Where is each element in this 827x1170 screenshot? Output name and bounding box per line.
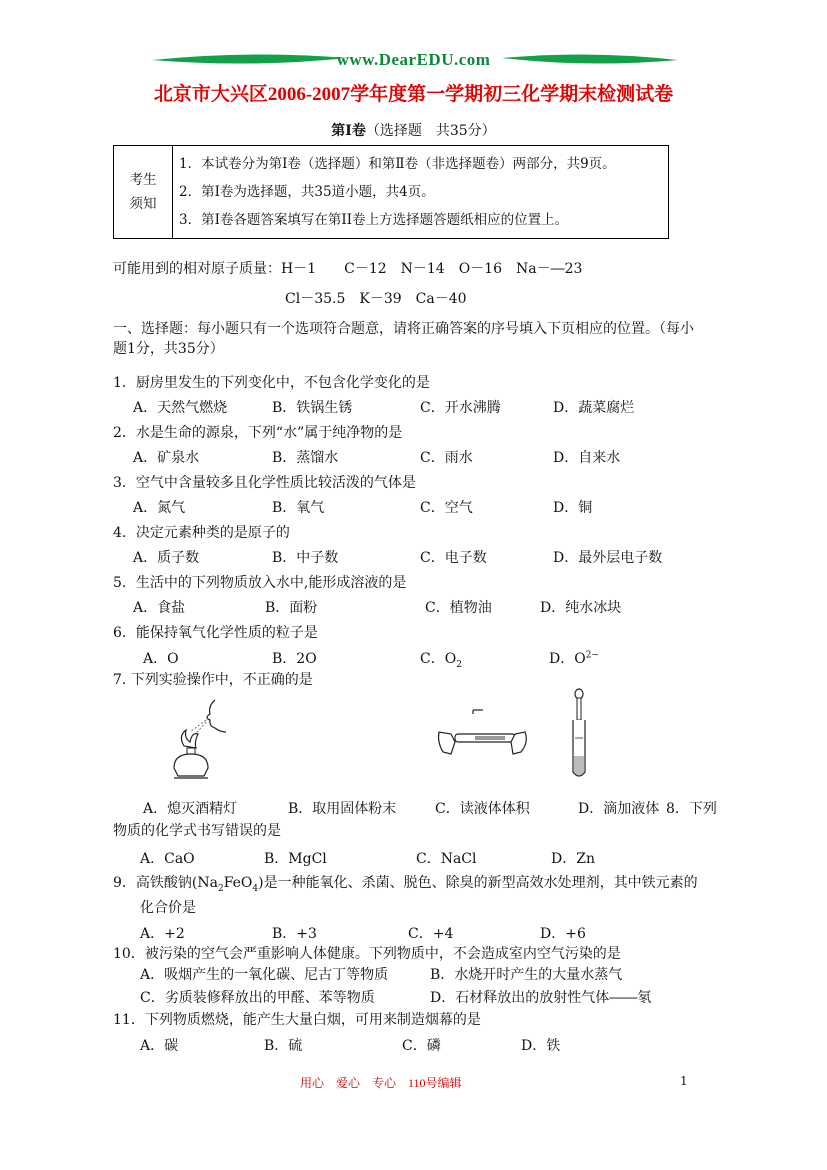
page-number: 1	[680, 1074, 688, 1088]
option-a: A．氮气	[133, 500, 186, 516]
option-d: D．最外层电子数	[553, 550, 663, 566]
q9-sub1: 2	[217, 883, 224, 894]
option-b: B．水烧开时产生的大量水蒸气	[430, 967, 623, 983]
instructions-line1: 一、选择题：每小题只有一个选项符合题意，请将正确答案的序号填入下页相应的位置。（每小	[113, 321, 694, 337]
option-b: B．面粉	[265, 600, 318, 616]
option-c: C．空气	[420, 500, 473, 516]
option-d: D．蔬菜腐烂	[553, 400, 635, 416]
option-d	[549, 648, 599, 668]
option-b: B．+3	[272, 926, 317, 942]
q9-stem-c: )是一种能氧化、杀菌、脱色、除臭的新型高效水处理剂，其中铁元素的	[258, 875, 698, 891]
option-c: C．NaCl	[416, 851, 477, 867]
option-c: C．+4	[408, 926, 454, 942]
q8-stem-part1: 8．下列	[666, 801, 717, 817]
option-a: A．食盐	[133, 600, 186, 616]
q9-stem	[113, 872, 698, 894]
option-c: C．劣质装修释放出的甲醛、苯等物质	[140, 990, 375, 1006]
option-a: A．天然气燃烧	[133, 400, 228, 416]
option-d-superscript: 2−	[585, 650, 599, 661]
q8-stem-part2: 物质的化学式书写错误的是	[113, 823, 281, 839]
option-c: C．磷	[402, 1038, 441, 1054]
q11-stem: 11．下列物质燃烧，能产生大量白烟，可用来制造烟幕的是	[113, 1012, 481, 1028]
notice-label-line2: 须知	[129, 196, 157, 212]
q9-stem-b: FeO	[223, 875, 253, 891]
q7-option-c: C．读液体体积	[435, 801, 530, 817]
option-b: B．MgCl	[264, 851, 327, 867]
notice-item: 3．第I卷各题答案填写在第II卷上方选择题答题纸相应的位置上。	[179, 212, 569, 228]
option-c-text: C．O	[420, 651, 457, 667]
option-d: D．纯水冰块	[540, 600, 622, 616]
q10-stem: 10．被污染的空气会严重影响人体健康。下列物质中，不会造成室内空气污染的是	[113, 946, 621, 962]
question-stem: 1．厨房里发生的下列变化中，不包含化学变化的是	[113, 375, 430, 391]
q9-stem-line2: 化合价是	[140, 900, 196, 916]
option-d-text: D．O	[549, 651, 586, 667]
option-a: A．O	[143, 651, 179, 667]
notice-label	[114, 146, 173, 239]
site-banner: www.DearEDU.com	[336, 50, 491, 69]
test-tube-powder-icon	[435, 706, 530, 766]
notice-item: 1．本试卷分为第I卷（选择题）和第Ⅱ卷（非选择题卷）两部分，共9页。	[179, 156, 616, 172]
option-a: A．矿泉水	[133, 450, 200, 466]
q9-sub2: 4	[252, 883, 259, 894]
option-d: D．Zn	[551, 851, 595, 867]
option-a: A．质子数	[133, 550, 200, 566]
option-b: B．硫	[264, 1038, 303, 1054]
option-c: C．电子数	[420, 550, 487, 566]
option-d: D．铁	[521, 1038, 561, 1054]
option-b: B．氧气	[272, 500, 325, 516]
question-stem: 2．水是生命的源泉，下列“水”属于纯净物的是	[113, 425, 403, 441]
option-b: B．2O	[272, 651, 317, 667]
option-b: B．中子数	[272, 550, 339, 566]
option-d: D．自来水	[553, 450, 621, 466]
atomic-masses-line1: 可能用到的相对原子质量：H－1 C－12 N－14 O－16 Na－―23	[113, 261, 583, 277]
q7-option-b: B．取用固体粉末	[288, 801, 397, 817]
notice-item: 2．第I卷为选择题，共35道小题，共4页。	[179, 184, 435, 200]
question-stem: 4．决定元素种类的是原子的	[113, 525, 290, 541]
notice-body	[173, 146, 669, 239]
q9-stem-a: 9．高铁酸钠(Na	[113, 875, 218, 891]
option-d: D．铜	[553, 500, 593, 516]
section-title-rest: （选择题 共35分）	[365, 123, 496, 139]
option-a: A．吸烟产生的一氧化碳、尼古丁等物质	[140, 967, 389, 983]
atomic-masses-line2: Cl－35.5 K－39 Ca－40	[285, 291, 467, 307]
option-c	[420, 648, 462, 670]
instructions-line2: 题1分，共35分）	[113, 341, 224, 357]
question-stem: 7. 下列实验操作中，不正确的是	[113, 672, 313, 688]
q7-option-d: D．滴加液体	[578, 801, 660, 817]
question-stem: 6．能保持氧气化学性质的粒子是	[113, 625, 318, 641]
notice-table	[113, 145, 669, 239]
question-stem: 5．生活中的下列物质放入水中,能形成溶液的是	[113, 575, 407, 591]
option-a: A．+2	[140, 926, 185, 942]
q7-option-a: A．熄灭酒精灯	[143, 801, 238, 817]
page-footer: 用心 爱心 专心 110号编辑	[300, 1076, 462, 1090]
alcohol-lamp-blowing-icon	[160, 696, 260, 786]
section-title-bold: 第I卷	[331, 123, 366, 139]
option-a: A．CaO	[140, 851, 195, 867]
option-b: B．蒸馏水	[272, 450, 339, 466]
option-c-subscript: 2	[456, 659, 462, 670]
option-d: D．+6	[540, 926, 586, 942]
section-title	[0, 120, 827, 140]
option-c: C．雨水	[420, 450, 473, 466]
option-a: A．碳	[140, 1038, 179, 1054]
page-title: 北京市大兴区2006-2007学年度第一学期初三化学期末检测试卷	[153, 84, 674, 105]
question-stem: 3．空气中含量较多且化学性质比较活泼的气体是	[113, 475, 416, 491]
option-c: C．开水沸腾	[420, 400, 501, 416]
notice-label-line1: 考生	[129, 172, 157, 188]
option-b: B．铁锅生锈	[272, 400, 353, 416]
dropper-test-tube-icon	[566, 688, 592, 780]
option-d: D．石材释放出的放射性气体――氡	[430, 990, 652, 1006]
option-c: C．植物油	[425, 600, 492, 616]
